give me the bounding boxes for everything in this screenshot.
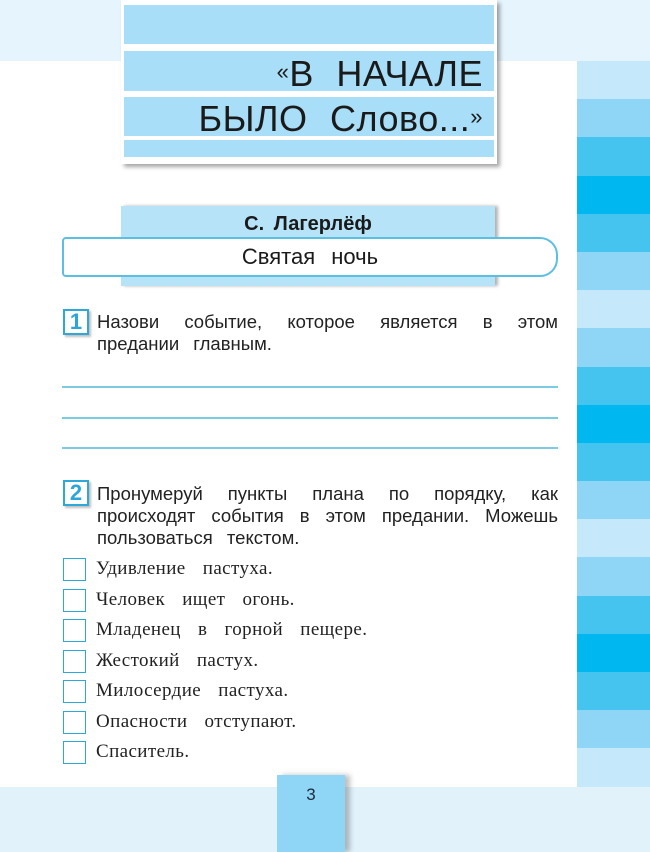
task-number-2-badge: 2 — [63, 480, 89, 506]
task-number-1-badge: 1 — [63, 309, 89, 335]
plan-item-label: Милосердие пастуха. — [96, 680, 289, 701]
section-title-card — [121, 0, 497, 164]
stripe — [577, 176, 650, 214]
section-title-line-1 — [276, 53, 483, 94]
stripe — [577, 137, 650, 175]
stripe — [577, 99, 650, 137]
stripe — [577, 519, 650, 557]
stripe — [577, 748, 650, 786]
order-number-box[interactable] — [63, 741, 86, 764]
answer-line[interactable] — [62, 447, 558, 449]
order-number-box[interactable] — [63, 650, 86, 673]
author-name: С. Лагерлёф — [244, 213, 372, 235]
task-1-text: Назови событие, которое является в этом предании главным. — [97, 311, 558, 354]
stripe — [577, 61, 650, 99]
section-title-line-2 — [198, 98, 483, 139]
page-number-tab — [277, 775, 345, 852]
story-title: Святая ночь — [62, 237, 558, 277]
stripe — [577, 252, 650, 290]
stripe — [577, 443, 650, 481]
stripe — [577, 634, 650, 672]
title-bar — [124, 140, 494, 157]
stripe — [577, 290, 650, 328]
stripe — [577, 481, 650, 519]
order-number-box[interactable] — [63, 589, 86, 612]
title-bar — [124, 5, 494, 44]
order-number-box[interactable] — [63, 558, 86, 581]
plan-item-label: Опасности отступают. — [96, 711, 297, 732]
order-number-box[interactable] — [63, 680, 86, 703]
stripe — [577, 596, 650, 634]
stripe — [577, 672, 650, 710]
decorative-side-stripes — [577, 61, 650, 787]
stripe — [577, 367, 650, 405]
stripe — [577, 557, 650, 595]
stripe — [577, 214, 650, 252]
order-number-box[interactable] — [63, 711, 86, 734]
title-line-1-text: В НАЧАЛЕ — [289, 53, 483, 94]
stripe — [577, 328, 650, 366]
plan-item-label: Жестокий пастух. — [96, 650, 259, 671]
answer-line[interactable] — [62, 386, 558, 388]
answer-line[interactable] — [62, 417, 558, 419]
open-quote: « — [276, 59, 290, 84]
page-number: 3 — [306, 785, 316, 804]
stripe — [577, 710, 650, 748]
plan-item-label: Спаситель. — [96, 741, 190, 762]
plan-item-label: Человек ищет огонь. — [96, 589, 295, 610]
title-line-2-text: БЫЛО Слово... — [198, 98, 471, 139]
plan-item-label: Удивление пастуха. — [96, 558, 273, 579]
plan-item-label: Младенец в горной пещере. — [96, 619, 368, 640]
close-quote: » — [470, 104, 483, 129]
task-2-text: Пронумеруй пункты плана по порядку, как происходят события в этом предании. Можешь пользоваться текстом. — [97, 483, 558, 548]
order-number-box[interactable] — [63, 619, 86, 642]
stripe — [577, 405, 650, 443]
